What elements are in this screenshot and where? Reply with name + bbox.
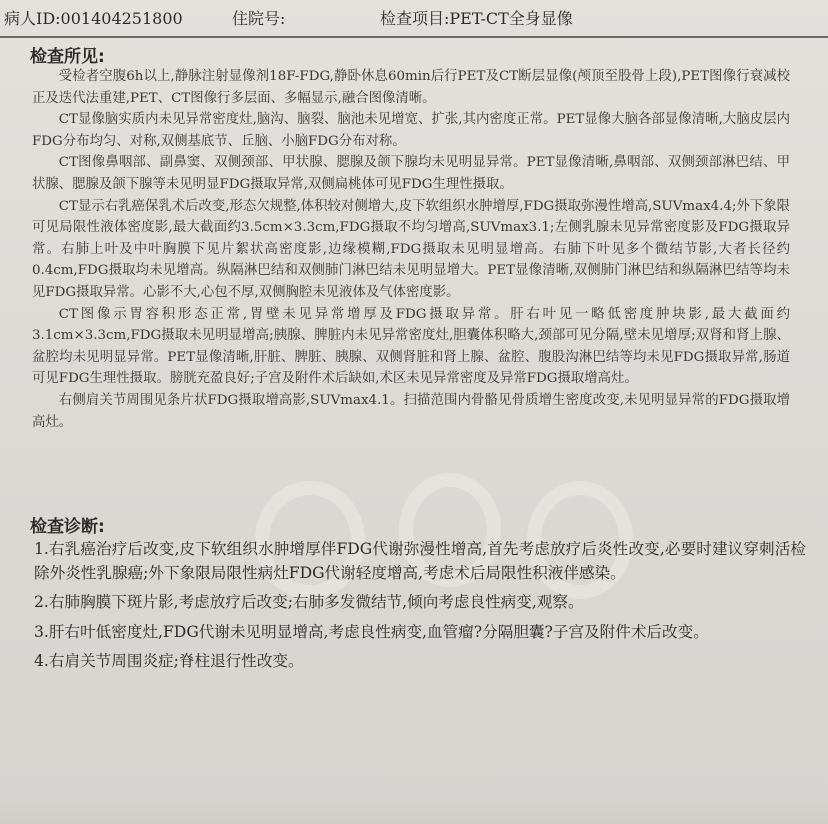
findings-title: 检查所见: xyxy=(30,47,105,67)
diagnosis-item: 2.右肺胸膜下斑片影,考虑放疗后改变;右肺多发微结节,倾向考虑良性病变,观察。 xyxy=(34,593,584,611)
findings-paragraph: 受检者空腹6h以上,静脉注射显像剂18F-FDG,静卧休息60min后行PET及CT断层显像(颅顶至股骨上段),PET图像行衰减校正及迭代法重建,PET、CT图像行多层面、多幅显示,融合图像清晰。 xyxy=(32,69,790,106)
report-header xyxy=(0,0,828,38)
diagnosis-item: 1.右乳癌治疗后改变,皮下软组织水肿增厚伴FDG代谢弥漫性增高,首先考虑放疗后炎性改变,必要时建议穿刺活检除外炎性乳腺癌;外下象限局限性病灶FDG代谢轻度增高,考虑术后局限性积液伴感染。 xyxy=(34,540,806,582)
findings-section xyxy=(32,66,790,433)
findings-paragraph: CT图像示胃容积形态正常,胃壁未见异常增厚及FDG摄取异常。肝右叶见一略低密度肿块影,最大截面约3.1cm×3.3cm,FDG摄取未见明显增高;胰腺、脾脏内未见异常密度灶,胆囊体积略大,颈部可见分隔,壁未见增厚;双肾和肾上腺、盆腔均未见明显异常。PET显像清晰,肝脏、脾脏、胰腺、双侧肾脏和肾上腺、盆腔、腹股沟淋巴结等均未见FDG摄取异常,肠道可见FDG生理性摄取。膀胱充盈良好;子宫及附件术后缺如,术区未见异常密度及异常FDG摄取增高灶。 xyxy=(32,306,790,387)
patient-id: 病人ID:001404251800 xyxy=(4,9,183,28)
diagnosis-section xyxy=(34,538,806,680)
page-bottom-edge xyxy=(0,798,828,824)
findings-paragraph: 右侧肩关节周围见条片状FDG摄取增高影,SUVmax4.1。扫描范围内骨骼见骨质增生密度改变,未见明显异常的FDG摄取增高灶。 xyxy=(32,392,790,430)
findings-paragraph: CT显像脑实质内未见异常密度灶,脑沟、脑裂、脑池未见增宽、扩张,其内密度正常。PET显像大脑各部显像清晰,大脑皮层内FDG分布均匀、对称,双侧基底节、丘脑、小脑FDG分布对称。 xyxy=(32,112,790,149)
diagnosis-item: 4.右肩关节周围炎症;脊柱退行性改变。 xyxy=(34,652,304,670)
findings-paragraph: CT显示右乳癌保乳术后改变,形态欠规整,体积较对侧增大,皮下软组织水肿增厚,FDG摄取弥漫性增高,SUVmax4.4;外下象限可见局限性液体密度影,最大截面约3.5cm×3.3cm,FDG摄取不均匀增高,SUVmax3.1;左侧乳腺未见异常密度影及FDG摄取异常。右肺上叶及中叶胸膜下见片絮状高密度影,边缘模糊,FDG摄取未见明显增高。右肺下叶见多个微结节影,大者长径约0.4cm,FDG摄取均未见增高。纵隔淋巴结和双侧肺门淋巴结未见明显增大。PET显像清晰,双侧肺门淋巴结和纵隔淋巴结等均未见FDG摄取异常。心影不大,心包不厚,双侧胸腔未见液体及气体密度影。 xyxy=(32,198,790,300)
diagnosis-item: 3.肝右叶低密度灶,FDG代谢未见明显增高,考虑良性病变,血管瘤?分隔胆囊?子宫及附件术后改变。 xyxy=(34,622,709,641)
ward-number: 住院号: xyxy=(232,9,286,28)
exam-item: 检查项目:PET-CT全身显像 xyxy=(380,9,573,28)
findings-paragraph: CT图像鼻咽部、副鼻窦、双侧颈部、甲状腺、腮腺及颌下腺均未见明显异常。PET显像清晰,鼻咽部、双侧颈部淋巴结、甲状腺、腮腺及颌下腺等未见明显FDG摄取异常,双侧扁桃体可见FDG生理性摄取。 xyxy=(32,155,790,192)
diagnosis-title: 检查诊断: xyxy=(30,517,105,537)
